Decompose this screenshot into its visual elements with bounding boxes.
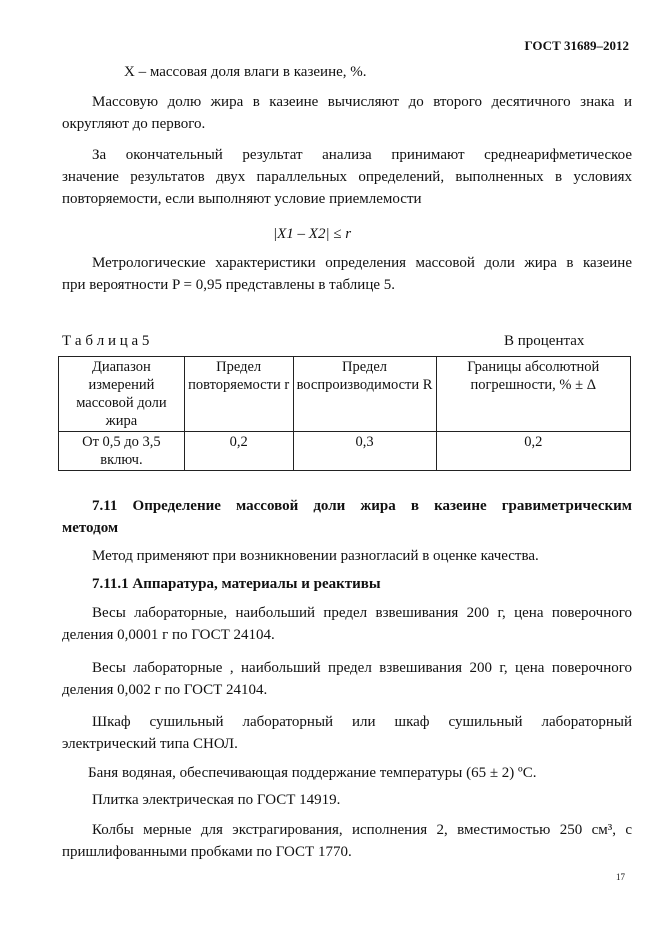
section-heading-7-11 (62, 495, 632, 539)
paragraph-scales-2 (62, 657, 632, 701)
paragraph-hot-plate: Плитка электрическая по ГОСТ 14919. (92, 792, 341, 808)
paragraph-method: Метод применяют при возникновении разногласий в оценке качества. (92, 548, 539, 564)
paragraph-flasks-line2: пришлифованными пробками по ГОСТ 1770. (62, 844, 352, 860)
paragraph-metrology-line1: Метрологические характеристики определения массовой доли жира в казеине (92, 255, 632, 271)
paragraph-scales-2-line2: деления 0,002 г по ГОСТ 24104. (62, 682, 268, 698)
table-header-cell: Диапазон измерений массовой доли жира (59, 357, 185, 432)
section-heading-7-11-line1: 7.11 Определение массовой доли жира в казеине гравиметрическим (92, 498, 632, 514)
table-cell: 0,3 (293, 432, 436, 471)
table-caption: Т а б л и ц а 5 (62, 333, 150, 349)
paragraph-oven (62, 711, 632, 755)
paragraph-x-definition: X – массовая доля влаги в казеине, %. (124, 64, 367, 80)
paragraph-final-result-rest: значение результатов двух параллельных определений, выполненных в условиях повторяемости, если выполняют условие приемлемости (62, 169, 632, 207)
table-row (59, 432, 631, 471)
document-header: ГОСТ 31689–2012 (524, 38, 629, 53)
table-units: В процентах (504, 333, 585, 349)
table-cell: 0,2 (436, 432, 631, 471)
paragraph-rounding-line2: округляют до первого. (62, 116, 206, 132)
table-cell: От 0,5 до 3,5 включ. (59, 432, 185, 471)
paragraph-final-result (62, 144, 632, 210)
paragraph-rounding (62, 91, 632, 135)
paragraph-metrology-line2: при вероятности P = 0,95 представлены в таблице 5. (62, 277, 396, 293)
paragraph-oven-line2: электрический типа СНОЛ. (62, 736, 238, 752)
section-heading-7-11-line2: методом (62, 520, 119, 536)
metrology-table (58, 356, 631, 471)
table-cell: 0,2 (184, 432, 293, 471)
table-header-cell: Границы абсолютной погрешности, % ± Δ (436, 357, 631, 432)
repeatability-formula: |X1 – X2| ≤ r (273, 226, 352, 242)
paragraph-scales-2-line1: Весы лабораторные , наибольший предел взвешивания 200 г, цена поверочного (92, 660, 632, 676)
page-number: 17 (616, 872, 625, 882)
paragraph-water-bath: Баня водяная, обеспечивающая поддержание температуры (65 ± 2) ºС. (88, 765, 537, 781)
section-heading-7-11-1: 7.11.1 Аппаратура, материалы и реактивы (92, 576, 381, 592)
table-header-cell: Предел повторяемости r (184, 357, 293, 432)
table-header-row (59, 357, 631, 432)
paragraph-scales-1-line1: Весы лабораторные, наибольший предел взвешивания 200 г, цена поверочного (92, 605, 632, 621)
paragraph-final-result-line1: За окончательный результат анализа принимают среднеарифметическое (92, 147, 632, 163)
table-header-cell: Предел воспроизводимости R (293, 357, 436, 432)
paragraph-flasks (62, 819, 632, 863)
paragraph-metrology (62, 252, 632, 296)
paragraph-scales-1 (62, 602, 632, 646)
paragraph-scales-1-line2: деления 0,0001 г по ГОСТ 24104. (62, 627, 275, 643)
paragraph-rounding-line1: Массовую долю жира в казеине вычисляют до второго десятичного знака и (92, 94, 632, 110)
paragraph-flasks-line1: Колбы мерные для экстрагирования, исполнения 2, вместимостью 250 см³, с (92, 822, 632, 838)
paragraph-oven-line1: Шкаф сушильный лабораторный или шкаф сушильный лабораторный (92, 714, 632, 730)
